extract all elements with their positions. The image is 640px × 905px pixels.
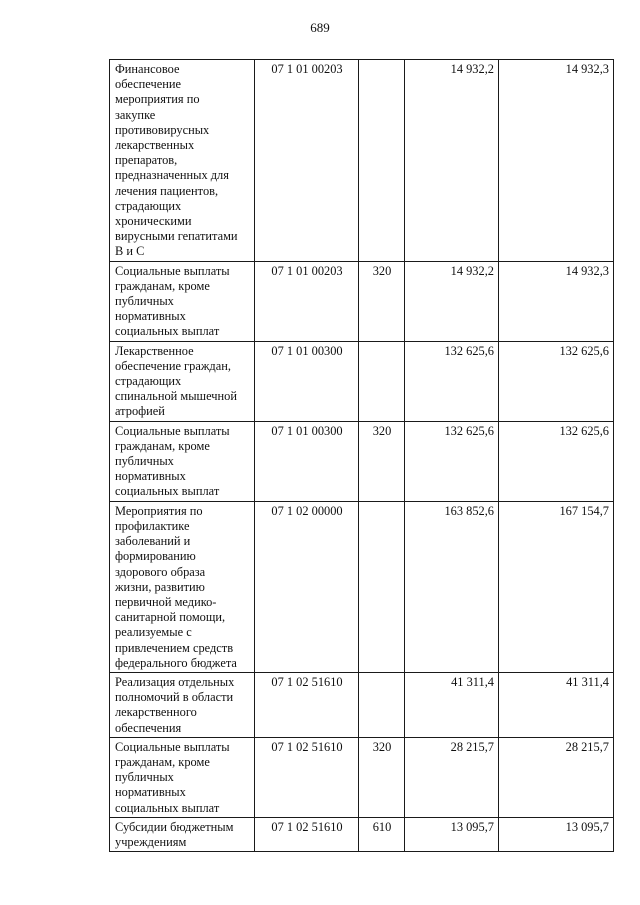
expense-name-line: спинальной мышечной [115, 389, 237, 404]
expense-name-cell [110, 737, 255, 817]
amount-year-2-cell: 14 932,3 [499, 261, 614, 341]
expense-name-line: Лекарственное [115, 343, 194, 358]
target-article-code-cell: 07 1 02 00000 [255, 501, 359, 672]
budget-table [109, 59, 614, 852]
amount-year-2-cell: 132 625,6 [499, 341, 614, 421]
expense-name-line: учреждениям [115, 834, 187, 849]
amount-year-2-cell: 41 311,4 [499, 672, 614, 737]
expense-name-line: Мероприятия по [115, 503, 203, 518]
table-row [110, 501, 614, 672]
table-row [110, 60, 614, 262]
expense-name-line: социальных выплат [115, 324, 220, 339]
amount-year-1-cell: 41 311,4 [405, 672, 499, 737]
expense-name-line: страдающих [115, 374, 182, 389]
expense-name-line: публичных [115, 294, 174, 309]
expense-name-line: нормативных [115, 309, 186, 324]
page-number: 689 [310, 20, 330, 35]
expense-name-line: публичных [115, 454, 174, 469]
expense-name-cell [110, 60, 255, 262]
expense-name-line: нормативных [115, 785, 186, 800]
expense-name-line: лечения пациентов, [115, 183, 219, 198]
table-row [110, 421, 614, 501]
expense-name-line: хроническими [115, 214, 192, 229]
expense-name-line: В и С [115, 244, 145, 259]
amount-year-2-cell: 13 095,7 [499, 817, 614, 851]
expense-name-line: реализуемые с [115, 625, 192, 640]
target-article-code-cell: 07 1 02 51610 [255, 737, 359, 817]
expense-name-line: противовирусных [115, 122, 210, 137]
expense-name-line: Социальные выплаты [115, 263, 230, 278]
expense-name-line: гражданам, кроме [115, 438, 210, 453]
expense-name-line: заболеваний и [115, 534, 191, 549]
expense-name-line: здорового образа [115, 564, 206, 579]
expense-name-line: Социальные выплаты [115, 739, 230, 754]
amount-year-1-cell: 163 852,6 [405, 501, 499, 672]
amount-year-1-cell: 132 625,6 [405, 341, 499, 421]
expense-name-line: федерального бюджета [115, 655, 237, 670]
expense-name-line: привлечением средств [115, 640, 234, 655]
expense-name-line: социальных выплат [115, 484, 220, 499]
expense-name-line: атрофией [115, 404, 165, 419]
expense-name-line: обеспечения [115, 720, 182, 735]
expense-name-line: нормативных [115, 469, 186, 484]
expense-name-line: гражданам, кроме [115, 754, 210, 769]
expense-type-cell: 320 [359, 421, 405, 501]
expense-name-line: жизни, развитию [115, 579, 205, 594]
expense-name-cell [110, 261, 255, 341]
expense-name-line: страдающих [115, 198, 182, 213]
budget-table-body [110, 60, 614, 852]
expense-name-cell [110, 672, 255, 737]
expense-name-cell [110, 501, 255, 672]
expense-type-cell: 320 [359, 261, 405, 341]
target-article-code-cell: 07 1 01 00203 [255, 60, 359, 262]
target-article-code-cell: 07 1 01 00203 [255, 261, 359, 341]
expense-name-line: полномочий в области [115, 690, 234, 705]
expense-name-line: препаратов, [115, 153, 178, 168]
amount-year-2-cell: 28 215,7 [499, 737, 614, 817]
target-article-code-cell: 07 1 01 00300 [255, 341, 359, 421]
table-row [110, 672, 614, 737]
expense-name-line: Субсидии бюджетным [115, 819, 234, 834]
target-article-code-cell: 07 1 02 51610 [255, 672, 359, 737]
amount-year-1-cell: 28 215,7 [405, 737, 499, 817]
target-article-code-cell: 07 1 02 51610 [255, 817, 359, 851]
expense-name-line: Финансовое [115, 62, 180, 76]
amount-year-1-cell: 14 932,2 [405, 261, 499, 341]
expense-name-line: вирусными гепатитами [115, 229, 238, 244]
expense-type-cell: 320 [359, 737, 405, 817]
expense-name-cell [110, 341, 255, 421]
expense-name-line: Социальные выплаты [115, 423, 230, 438]
expense-name-line: обеспечение [115, 77, 181, 92]
amount-year-1-cell: 13 095,7 [405, 817, 499, 851]
expense-type-cell: 610 [359, 817, 405, 851]
amount-year-2-cell: 14 932,3 [499, 60, 614, 262]
target-article-code-cell: 07 1 01 00300 [255, 421, 359, 501]
expense-type-cell [359, 672, 405, 737]
table-row [110, 261, 614, 341]
expense-name-line: лекарственного [115, 705, 197, 720]
expense-name-line: предназначенных для [115, 168, 229, 183]
expense-name-line: Реализация отдельных [115, 674, 235, 689]
expense-name-cell [110, 817, 255, 851]
expense-name-line: формированию [115, 549, 196, 564]
expense-type-cell [359, 60, 405, 262]
expense-name-line: публичных [115, 770, 174, 785]
expense-name-line: лекарственных [115, 138, 195, 153]
amount-year-1-cell: 132 625,6 [405, 421, 499, 501]
expense-name-cell [110, 421, 255, 501]
expense-name-line: обеспечение граждан, [115, 358, 231, 373]
expense-type-cell [359, 501, 405, 672]
expense-name-line: гражданам, кроме [115, 278, 210, 293]
expense-name-line: первичной медико- [115, 594, 217, 609]
expense-name-line: социальных выплат [115, 800, 220, 815]
table-row [110, 817, 614, 851]
expense-type-cell [359, 341, 405, 421]
expense-name-line: закупке [115, 107, 156, 122]
amount-year-2-cell: 132 625,6 [499, 421, 614, 501]
amount-year-2-cell: 167 154,7 [499, 501, 614, 672]
expense-name-line: мероприятия по [115, 92, 200, 107]
table-row [110, 341, 614, 421]
expense-name-line: санитарной помощи, [115, 610, 226, 625]
expense-name-line: профилактике [115, 518, 190, 533]
table-row [110, 737, 614, 817]
amount-year-1-cell: 14 932,2 [405, 60, 499, 262]
